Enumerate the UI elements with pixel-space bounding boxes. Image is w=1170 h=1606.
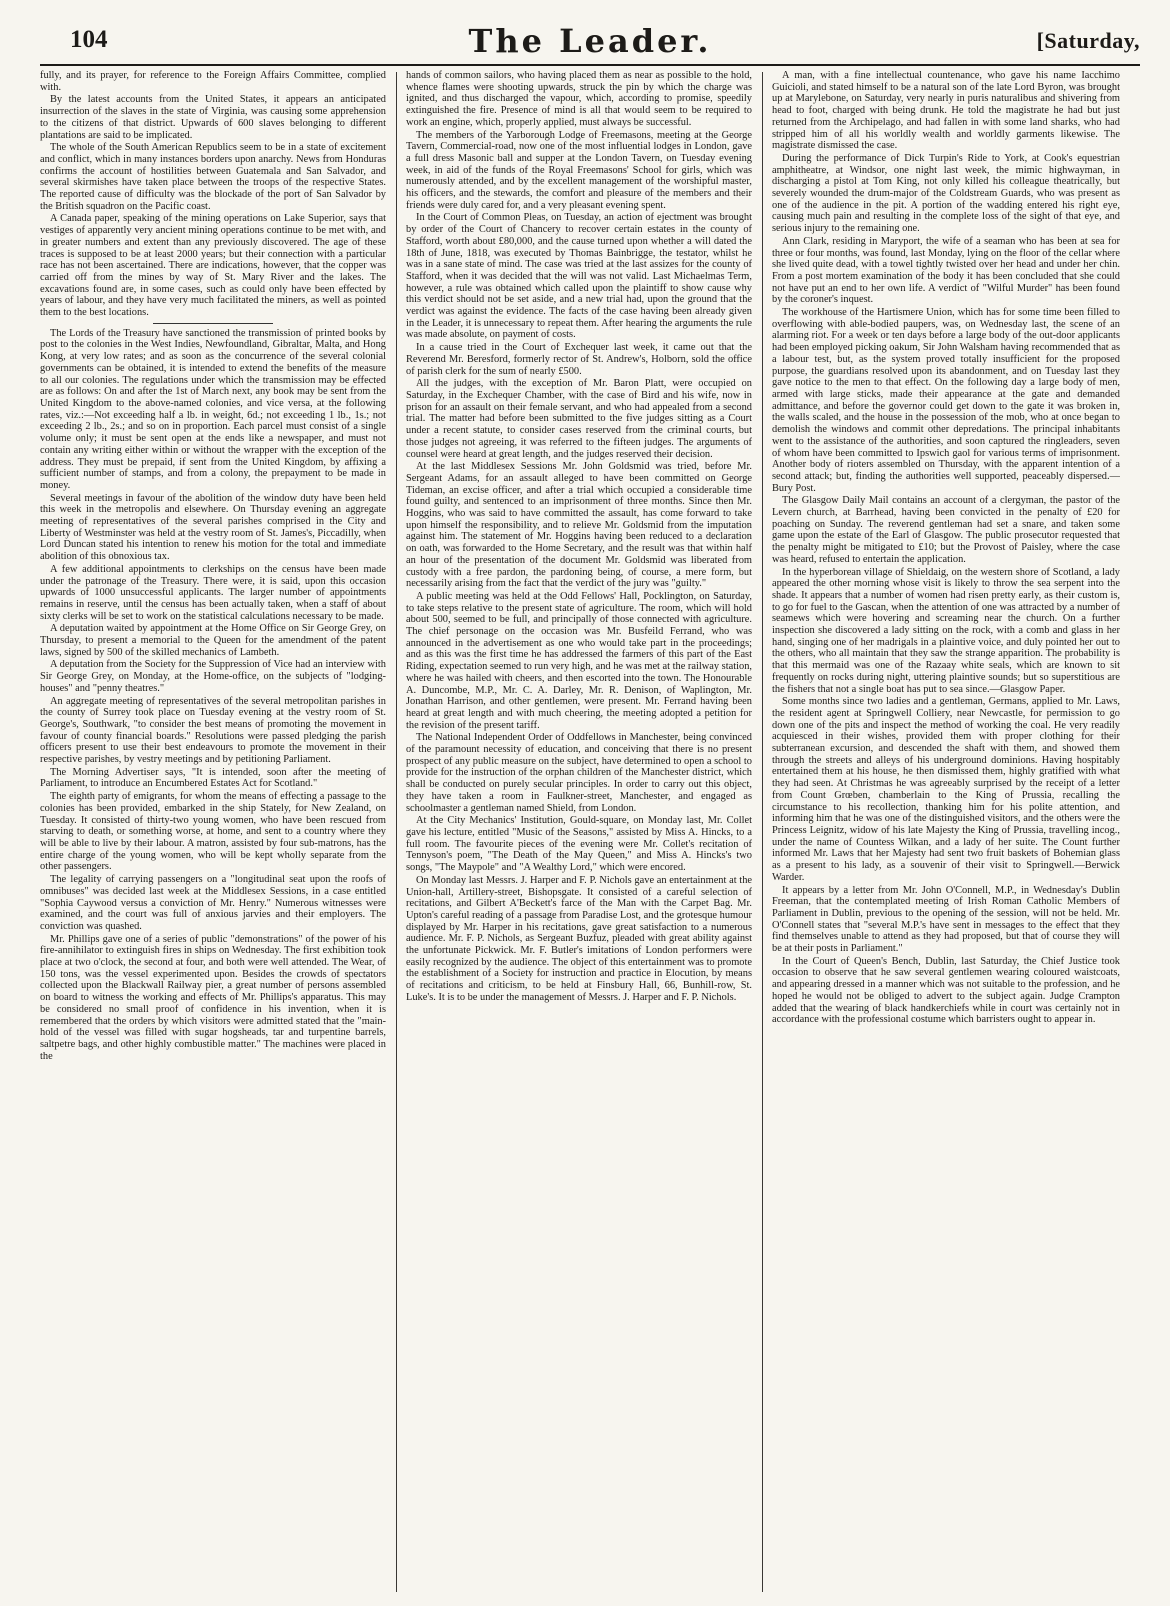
paragraph: A deputation from the Society for the Suppression of Vice had an interview with Sir George Grey, on Monday, at the Home-office, on the subjects of "lodging-houses" and "penny theatres."	[40, 659, 386, 694]
newspaper-title: The Leader.	[468, 22, 712, 60]
paragraph: An aggregate meeting of representatives of the several metropolitan parishes in the county of Surrey took place on Tuesday evening at the vestry room of St. George's, Southwark, "to consider the best means of promoting the movement in favour of county financial boards." Resolutions were passed pledging the parish officers present to use their best endeavours to promote the movement in their respective parishes, by vestry meetings and by petitioning Parliament.	[40, 695, 386, 766]
paragraph: Mr. Phillips gave one of a series of public "demonstrations" of the power of his fire-annihilator to extinguish fires in ships on Wednesday. The first exhibition took place at two o'clock, the second at four, and both were well attended. The Wear, of 150 tons, was the vessel experimented upon. Besides the crowds of spectators collected upon the Blackwall Railway pier, a great number of persons assembled on board to witness the working and effects of Mr. Phillips's apparatus. This may be considered no small proof of confidence in his invention, when it is remembered that the orders by which visitors were admitted stated that the "main-hold of the vessel was filled with sugar hogsheads, tar and turpentine barrels, saltpetre bags, and other highly combustible matter." The machines were placed in the	[40, 933, 386, 1062]
paragraph: hands of common sailors, who having placed them as near as possible to the hold, whence flames were shooting upwards, struck the pin by which the charge was ignited, and thus discharged the vapour, which, according to promise, speedily extinguished the fire. Presence of mind is all that would seem to be required to work an engine, which, properly applied, must always be successful.	[406, 70, 752, 128]
page-number: 104	[70, 26, 108, 53]
paragraph: The members of the Yarborough Lodge of Freemasons, meeting at the George Tavern, Commercial-road, now one of the most influential lodges in London, gave a full dress Masonic ball and supper at the London Tavern, on Tuesday evening week, in aid of the funds of the Royal Freemasons' School for girls, which was numerously attended, and by the excellent management of the worshipful master, his officers, and the stewards, the comfort and pleasure of the members and their friends were duly cared for, and a very pleasant evening spent.	[406, 129, 752, 211]
paragraph: The legality of carrying passengers on a "longitudinal seat upon the roofs of omnibuses" was decided last week at the Middlesex Sessions, in a case entitled "Sophia Caywood versus a conviction of Mr. Henry." Numerous witnesses were examined, and the court was full of anxious jarvies and their employers. The conviction was quashed.	[40, 874, 386, 932]
paragraph: A few additional appointments to clerkships on the census have been made under the patronage of the Treasury. There were, it is said, upon this occasion upwards of 1000 unsuccessful applicants. The larger number of appointments remains in reserve, until the census has been actually taken, when a staff of about sixty clerks will be set to work on the statistical calculations necessary to be made.	[40, 563, 386, 622]
paragraph: fully, and its prayer, for reference to the Foreign Affairs Committee, complied with.	[40, 70, 386, 93]
paragraph: Some months since two ladies and a gentleman, Germans, applied to Mr. Laws, the resident agent at Springwell Colliery, near Newcastle, for permission to go down one of the pits and inspect the method of working the coal. He very readily acquiesced in their wishes, provided them with proper clothing for their subterranean excursion, and descended the shaft with them, and showed them through the streets and alleys of his underground dominions. Having hospitably entertained them at his house, he then dismissed them, highly gratified with what they had seen. At Christmas he was agreeably surprised by the receipt of a letter from Count Grœben, chamberlain to the King of Prussia, recalling the circumstance to his recollection, thanking him for his polite attention, and informing him that he was one of the distinguished visitors, and the others were the Princess Leignitz, widow of his late Majesty the King of Prussia, travelling incog., under the name of Countess Wilkan, and a lady of her suite. The Count further informed Mr. Laws that her Majesty had sent two fruit baskets of Bohemian glass as a present to his lady, as a souvenir of their visit to Springwell.—Berwick Warder.	[772, 696, 1120, 883]
paragraph: The Lords of the Treasury have sanctioned the transmission of printed books by post to the colonies in the West Indies, Newfoundland, Gibraltar, Malta, and Hong Kong, at very low rates; and as soon as the concurrence of the several colonial governments can be obtained, it is intended to extend the benefits of the measure to all our colonies. The regulations under which the transmission may be effected are as follows: On and after the 1st of March next, any book may be sent from the United Kingdom to the above-named colonies, and vice versa, at the following rates, viz.:—Not exceeding half a lb. in weight, 6d.; not exceeding 1 lb., 1s.; not exceeding 2 lb., 2s.; and so on in proportion. Each parcel must consist of a single volume only; it must be sent open at the ends like a newspaper, and must not contain any writing either within or without the wrapper with the exception of the address. They must be prepaid, if sent from the United Kingdom, by affixing a sufficient number of stamps, and from a colony, the prepayment to be made in money.	[40, 327, 386, 491]
column-1	[40, 70, 386, 1595]
paragraph: In the Court of Queen's Bench, Dublin, last Saturday, the Chief Justice took occasion to observe that he saw several gentlemen wearing coloured waistcoats, and appearing dressed in a manner which was not suitable to the profession, and he hoped he would not be obliged to advert to the subject again. Judge Crampton added that the wearing of black handkerchiefs while in court was certainly not in accordance with the professional costume which barristers ought to appear in.	[772, 955, 1120, 1026]
paragraph: All the judges, with the exception of Mr. Baron Platt, were occupied on Saturday, in the Exchequer Chamber, with the case of Bird and his wife, now in prison for an assault on their female servant, and who had appealed from a second trial. The matter had before been submitted to the five judges sitting as a Court under a recent statute, to consider cases reserved from the criminal courts, but those judges not agreeing, it was referred to the fifteen judges. The arguments of counsel were heard at great length, and the judges reserved their decision.	[406, 378, 752, 460]
paragraph: A public meeting was held at the Odd Fellows' Hall, Pocklington, on Saturday, to take steps relative to the present state of agriculture. The room, which will hold about 500, seemed to be full, and principally of those connected with agriculture. The chief personage on the occasion was Mr. Busfeild Ferrand, who was announced in the advertisement as one who would take part in the proceedings; and as this was the first time he has addressed the farmers of this part of the East Riding, expectation seemed to run very high, and he was met at the railway station, where he was hailed with cheers, and then escorted into the town. The Honourable A. Duncombe, M.P., Mr. C. A. Darley, Mr. R. Denison, of Waplington, Mr. Jonathan Harrison, and other gentlemen, were present. Mr. Ferrand having been heard at great length and with much cheering, the meeting adopted a petition for the revision of the present tariff.	[406, 590, 752, 731]
paragraph: A Canada paper, speaking of the mining operations on Lake Superior, says that vestiges of apparently very ancient mining operations continue to be met with, and in greater numbers and extent than any previously discovered. The age of these traces is supposed to be at least 2000 years; but their connection with a particular race has not been ascertained. There are indications, however, that the copper was carried off from the mines by way of St. Mary River and the lakes. The excavations found are, in some cases, such as could only have been effected by years of labour, and they have very much facilitated the miners, as well as pointed them to the best locations.	[40, 213, 386, 319]
paragraph: The whole of the South American Republics seem to be in a state of excitement and conflict, which in many instances borders upon anarchy. News from Honduras confirms the account of hostilities between Guatemala and San Salvador, and several skirmishes have taken place between the troops of the respective States. The reported cause of difficulty was the blockade of the port of San Salvador by the British squadron on the Pacific coast.	[40, 142, 386, 212]
paragraph: In the Court of Common Pleas, on Tuesday, an action of ejectment was brought by order of the Court of Chancery to recover certain estates in the county of Stafford, worth about £80,000, and the cause turned upon whether a will dated the 18th of June, 1818, was executed by Thomas Bainbrigge, the testator, whilst he was in a sane state of mind. The case was tried at the last assizes for the county of Stafford, when it was decided that the will was not valid. Last Michaelmas Term, however, a rule was obtained which called upon the plaintiff to show cause why this verdict should not be set aside, and a new trial had, upon the ground that the verdict was against the evidence. The facts of the case having been already given in the Leader, it is unnecessary to repeat them. After hearing the arguments the rule was made absolute, on payment of costs.	[406, 212, 752, 341]
paragraph: By the latest accounts from the United States, it appears an anticipated insurrection of the slaves in the state of Virginia, was causing some apprehension to the citizens of that district. Upwards of 600 slaves belonging to different plantations are said to be implicated.	[40, 94, 386, 141]
paragraph: A deputation waited by appointment at the Home Office on Sir George Grey, on Thursday, to present a memorial to the Queen for the amendment of the patent laws, signed by 500 of the skilled mechanics of Lambeth.	[40, 623, 386, 658]
paragraph: The National Independent Order of Oddfellows in Manchester, being convinced of the paramount necessity of education, and conceiving that there is no present prospect of any public measure on the subject, have determined to open a school to provide for the instruction of the orphan children of the Manchester district, which shall be conducted on purely secular principles. In order to carry out this object, they have taken a room in Faulkner-street, Manchester, and engaged as schoolmaster a gentleman named Shield, from London.	[406, 732, 752, 814]
paragraph: On Monday last Messrs. J. Harper and F. P. Nichols gave an entertainment at the Union-hall, Artillery-street, Bishopsgate. It consisted of a careful selection of recitations, and Gilbert A'Beckett's farce of the Man with the Carpet Bag. Mr. Upton's careful reading of a passage from Paradise Lost, and the grotesque humour displayed by Mr. Harper in his recitations, gave great satisfaction to a numerous audience. Mr. F. P. Nichols, as Sergeant Buzfuz, pleaded with great ability against the unfortunate Pickwick. Mr. F. Butler's imitations of London performers were easily recognized by the audience. The object of this entertainment was to promote the establishment of a Society for instruction and practice in Elocution, by means of recitations and criticism, to be held at Finsbury Hall, 66, Bunhill-row, St. Luke's. It is to be under the management of Messrs. J. Harper and F. P. Nichols.	[406, 874, 752, 1003]
paragraph: The workhouse of the Hartismere Union, which has for some time been filled to overflowing with able-bodied paupers, was, on Wednesday last, the scene of an alarming riot. For a week or ten days before a large body of the out-door applicants had been employed picking oakum, Sir John Walsham having recommended that as a labour test, but, as the system proved totally insufficient for the proposed purpose, the guardians resolved upon its abandonment, and on Tuesday last they gave notice to the men to that effect. On the following day a large body of men, armed with large sticks, made their appearance at the gate and demanded admittance, and before the governor could get down to the gate it was broken in, the walls scaled, and the house in the possession of the mob, who at once began to demolish the windows and commit other depredations. The principal inhabitants went to the assistance of the authorities, and soon captured the ringleaders, seven of whom have been committed to Ipswich gaol for various terms of imprisonment. Another body of rioters assembled on Thursday, with the apparent intention of a second attack; but, finding the authorities well supported, peaceably dispersed.—Bury Post.	[772, 307, 1120, 494]
paragraph: In a cause tried in the Court of Exchequer last week, it came out that the Reverend Mr. Beresford, formerly rector of St. Andrew's, Holborn, sold the office of parish clerk for the sum of nearly £500.	[406, 342, 752, 377]
column-2	[406, 70, 752, 1595]
paragraph: The Glasgow Daily Mail contains an account of a clergyman, the pastor of the Levern church, at Barrhead, having been convicted in the penalty of £20 for poaching on Sunday. The reverend gentleman had set a snare, and taken some game upon the estate of the Earl of Glasgow. The public prosecutor requested that the penalty might be mitigated to £10; but the Provost of Paisley, where the case was heard, refused to entertain the application.	[772, 495, 1120, 565]
article-columns	[40, 70, 1140, 1595]
header-rule	[40, 64, 1140, 66]
paragraph: At the last Middlesex Sessions Mr. John Goldsmid was tried, before Mr. Sergeant Adams, for an assault alleged to have been committed on George Tideman, an excise officer, and after a trial which occupied a considerable time found guilty, and sentenced to an imprisonment of three months. Since then Mr. Hoggins, who was said to have committed the assault, has come forward to take upon himself the responsibility, and to relieve Mr. Goldsmid from the imputation against him. The statement of Mr. Hoggins having been reduced to a declaration on oath, was forwarded to the Home Secretary, and the result was that within half an hour of the presentation of the document Mr. Goldsmid was liberated from custody with a free pardon, the pardoning being, of course, a mere form, but necessarily arising from the fact that the verdict of the jury was "guilty."	[406, 461, 752, 590]
paragraph: A man, with a fine intellectual countenance, who gave his name Iacchimo Guicioli, and stated himself to be a natural son of the late Lord Byron, was brought up at Marylebone, on Saturday, very nearly in puris naturalibus and shivering from head to foot, charged with being drunk. He told the magistrate he had but just returned from the Archipelago, and had fallen in with some land sharks, who had stripped him of all his worldly wealth and worldly garments likewise. The magistrate dismissed the case.	[772, 70, 1120, 152]
paragraph: During the performance of Dick Turpin's Ride to York, at Cook's equestrian amphitheatre, at Windsor, one night last week, the mimic highwayman, in discharging a pistol at Tom King, not only killed his colleague theatrically, but severely wounded the drum-major of the Coldstream Guards, who was present as one of the audience in the pit. A portion of the wadding entered his right eye, causing much pain and resulting in the complete loss of the sight of that eye, and serious injury to the remaining one.	[772, 152, 1120, 235]
column-3	[772, 70, 1120, 1595]
paragraph: In the hyperborean village of Shieldaig, on the western shore of Scotland, a lady appeared the other morning whose visit is likely to throw the sea serpent into the shade. It appears that a number of women had risen pretty early, as their custom is, to go for fuel to the Gascan, when the attention of one was attracted by a number of seamews which were hovering and screaming near the church. On a further inspection she discovered a lady sitting on the rock, with a comb and glass in her hand, singing one of her madrigals in a plaintive voice, and duly pointed her out to the others, who all maintain that they saw the strange apparition. The probability is that this mermaid was one of the Razaay white seals, which are known to sit frequently on rocks during night, uttering plaintive sounds; but so superstitious are the fishers that not a single boat has put to sea since.—Glasgow Paper.	[772, 566, 1120, 695]
paragraph: It appears by a letter from Mr. John O'Connell, M.P., in Wednesday's Dublin Freeman, that the contemplated meeting of Irish Roman Catholic Members of Parliament in Dublin, previous to the opening of the session, will not be held. Mr. O'Connell states that "several M.P.'s have sent in messages to the effect that they find themselves unable to attend as they had proposed, but that of course they will be at their posts in Parliament."	[772, 884, 1120, 955]
paragraph: The eighth party of emigrants, for whom the means of effecting a passage to the colonies has been provided, embarked in the ship Stately, for New Zealand, on Tuesday. It consisted of thirty-two young women, who have been rescued from starving to death, or something worse, at home, and sent to a country where they will be able to live by their labour. A matron, assisted by four sub-matrons, has the entire charge of the young women, who will be kept wholly separate from the other passengers.	[40, 791, 386, 873]
paragraph: Ann Clark, residing in Maryport, the wife of a seaman who has been at sea for three or four months, was found, last Monday, lying on the floor of the cellar where she lived quite dead, with a towel tightly twisted over her head and under her chin. From a post mortem examination of the body it has been concluded that she could not have put an end to her own life. A verdict of "Wilful Murder" has been found by the coroner's inquest.	[772, 235, 1120, 306]
section-divider	[153, 323, 273, 324]
paragraph: The Morning Advertiser says, "It is intended, soon after the meeting of Parliament, to introduce an Encumbered Estates Act for Scotland."	[40, 766, 386, 790]
day-label: [Saturday,	[1036, 28, 1140, 53]
paragraph: Several meetings in favour of the abolition of the window duty have been held this week in the metropolis and elsewhere. On Thursday evening an aggregate meeting of representatives of the several parishes comprised in the City and Liberty of Westminster was held at the vestry room of St. James's, Piccadilly, when Lord Duncan stated his intention to renew his motion for the total and immediate abolition of this obnoxious tax.	[40, 492, 386, 563]
masthead	[40, 22, 1140, 62]
paragraph: At the City Mechanics' Institution, Gould-square, on Monday last, Mr. Collet gave his lecture, entitled "Music of the Seasons," assisted by Miss A. Hincks, to a full room. The favourite pieces of the evening were Mr. Collet's recitation of Tennyson's poem, "The Death of the May Queen," and Miss A. Hincks's two songs, "The Maypole" and "A Wealthy Lord," which were encored.	[406, 815, 752, 874]
